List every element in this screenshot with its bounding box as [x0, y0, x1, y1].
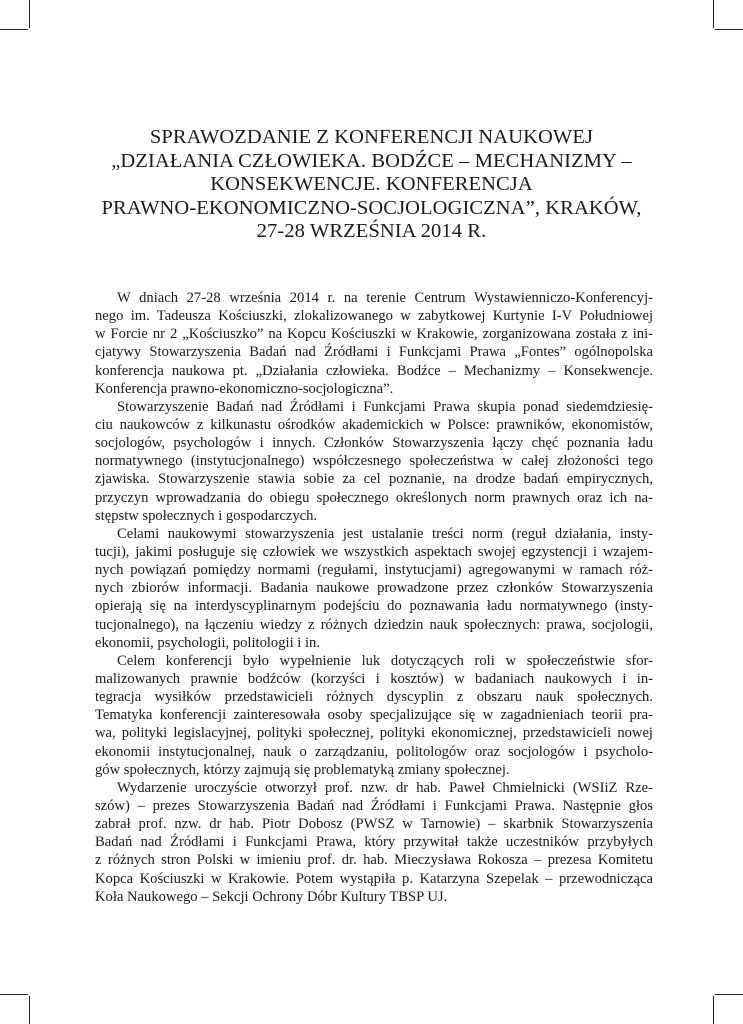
text-line: Koła Naukowego – Sekcji Ochrony Dóbr Kultury TBSP UJ. [95, 888, 448, 905]
text-line: zjawiska. Stowarzyszenie stawia sobie za cel poznanie, na drodze badań empirycznych, [95, 471, 653, 488]
title-line: KONSEKWENCJE. KONFERENCJA [210, 173, 533, 195]
paragraph [95, 525, 653, 652]
text-line: ekonomii instytucjonalnej, nauk o zarządzaniu, politologów oraz socjologów i psycholo- [95, 743, 653, 760]
page-title [60, 126, 683, 244]
paragraph [95, 779, 653, 906]
paragraph [95, 289, 653, 398]
article-body [95, 289, 653, 906]
title-line: 27-28 WRZEŚNIA 2014 R. [256, 220, 487, 242]
text-line: malizowanych prawnie bodźców (korzyści i kosztów) w badaniach naukowych i in- [95, 670, 653, 687]
text-line: ciu naukowców z kilkunastu ośrodków akademickich w Polsce: prawników, ekonomistów, [95, 416, 653, 433]
text-line: gów społecznych, którzy zajmują się problematyką zmiany społecznej. [95, 761, 510, 778]
text-line: przyczyn wprowadzania do obiegu społecznego określonych norm prawnych oraz ich na- [95, 489, 653, 506]
paragraph [95, 398, 653, 525]
text-line: tucji), jakimi posługuje się człowiek we wszystkich aspektach swojej egzystencji i wzajem- [95, 543, 653, 560]
crop-mark [713, 996, 714, 1024]
crop-mark [29, 0, 30, 28]
title-line: SPRAWOZDANIE Z KONFERENCJI NAUKOWEJ [149, 126, 594, 148]
text-line: normatywnego (instytucjonalnego) współczesnego społeczeństwa w całej złożoności tego [95, 453, 653, 470]
title-line: PRAWNO-EKONOMICZNO-SOCJOLOGICZNA”, KRAKÓW, [101, 196, 642, 219]
text-line: tucjonalnego), na łączeniu wiedzy z różnych dziedzin nauk społecznych: prawa, socjologii, [95, 616, 653, 633]
text-line: opierają się na interdyscyplinarnym podejściu do poznawania ładu normatywnego (insty- [95, 598, 653, 615]
title-line: „DZIAŁANIA CZŁOWIEKA. BODŹCE – MECHANIZMY – [111, 149, 632, 172]
paragraph [95, 652, 653, 779]
crop-mark [713, 0, 714, 28]
crop-mark [715, 994, 743, 995]
text-line: konferencja naukowa pt. „Działania człowieka. Bodźce – Mechanizmy – Konsekwencje. [95, 362, 653, 379]
text-line: nego im. Tadeusza Kościuszki, zlokalizowanego w zabytkowej Kurtynie I-V Południowej [95, 308, 653, 325]
text-line: stępstw społecznych i gospodarczych. [95, 507, 318, 524]
text-line: nych powiązań pomiędzy normami (regułami, instytucjami) agregowanymi w ramach róż- [95, 562, 653, 579]
text-line: tegracja wysiłków przedstawicieli różnych dyscyplin z obszaru nauk społecznych. [95, 689, 653, 706]
text-line: Celami naukowymi stowarzyszenia jest ustalanie treści norm (reguł działania, insty- [117, 525, 653, 542]
text-line: w Forcie nr 2 „Kościuszko” na Kopcu Kościuszki w Krakowie, zorganizowana została z ini- [95, 326, 653, 343]
crop-mark [715, 29, 743, 30]
crop-mark [29, 996, 30, 1024]
text-line: Badań nad Źródłami i Funkcjami Prawa, który przywitał także uczestników przybyłych [95, 834, 653, 851]
text-line: W dniach 27-28 września 2014 r. na terenie Centrum Wystawienniczo-Konferencyj- [117, 290, 653, 306]
text-line: szów) – prezes Stowarzyszenia Badań nad Źródłami i Funkcjami Prawa. Następnie głos [95, 797, 653, 814]
crop-mark [0, 29, 28, 30]
text-line: Tematyka konferencji zainteresowała osoby specjalizujące się w zagadnieniach teorii pra- [95, 707, 653, 724]
text-line: Celem konferencji było wypełnienie luk dotyczących roli w społeczeństwie sfor- [117, 652, 653, 669]
crop-mark [0, 994, 28, 995]
text-line: wa, polityki legislacyjnej, polityki społecznej, polityki ekonomicznej, przedstawicieli nowej [95, 725, 653, 742]
text-line: nych zbiorów informacji. Badania naukowe prowadzone przez członków Stowarzyszenia [95, 580, 653, 597]
text-line: Wydarzenie uroczyście otworzył prof. nzw. dr hab. Paweł Chmielnicki (WSIiZ Rze- [117, 779, 653, 796]
text-line: Konferencja prawno-ekonomiczno-socjologiczna”. [95, 380, 394, 397]
text-line: Stowarzyszenie Badań nad Źródłami i Funkcjami Prawa skupia ponad siedemdziesię- [117, 398, 653, 415]
text-line: ekonomii, psychologii, politologii i in. [95, 634, 320, 651]
text-line: z różnych stron Polski w imieniu prof. dr. hab. Mieczysława Rokosza – prezesa Komitetu [95, 852, 653, 869]
text-line: cjatywy Stowarzyszenia Badań nad Źródłami i Funkcjami Prawa „Fontes” ogólnopolska [95, 344, 653, 361]
text-line: socjologów, psychologów i innych. Członków Stowarzyszenia łączy chęć poznania ładu [95, 435, 653, 452]
text-line: Kopca Kościuszki w Krakowie. Potem wystąpiła p. Katarzyna Szepelak – przewodnicząca [95, 870, 653, 887]
text-line: zabrał prof. nzw. dr hab. Piotr Dobosz (PWSZ w Tarnowie) – skarbnik Stowarzyszenia [95, 816, 653, 833]
